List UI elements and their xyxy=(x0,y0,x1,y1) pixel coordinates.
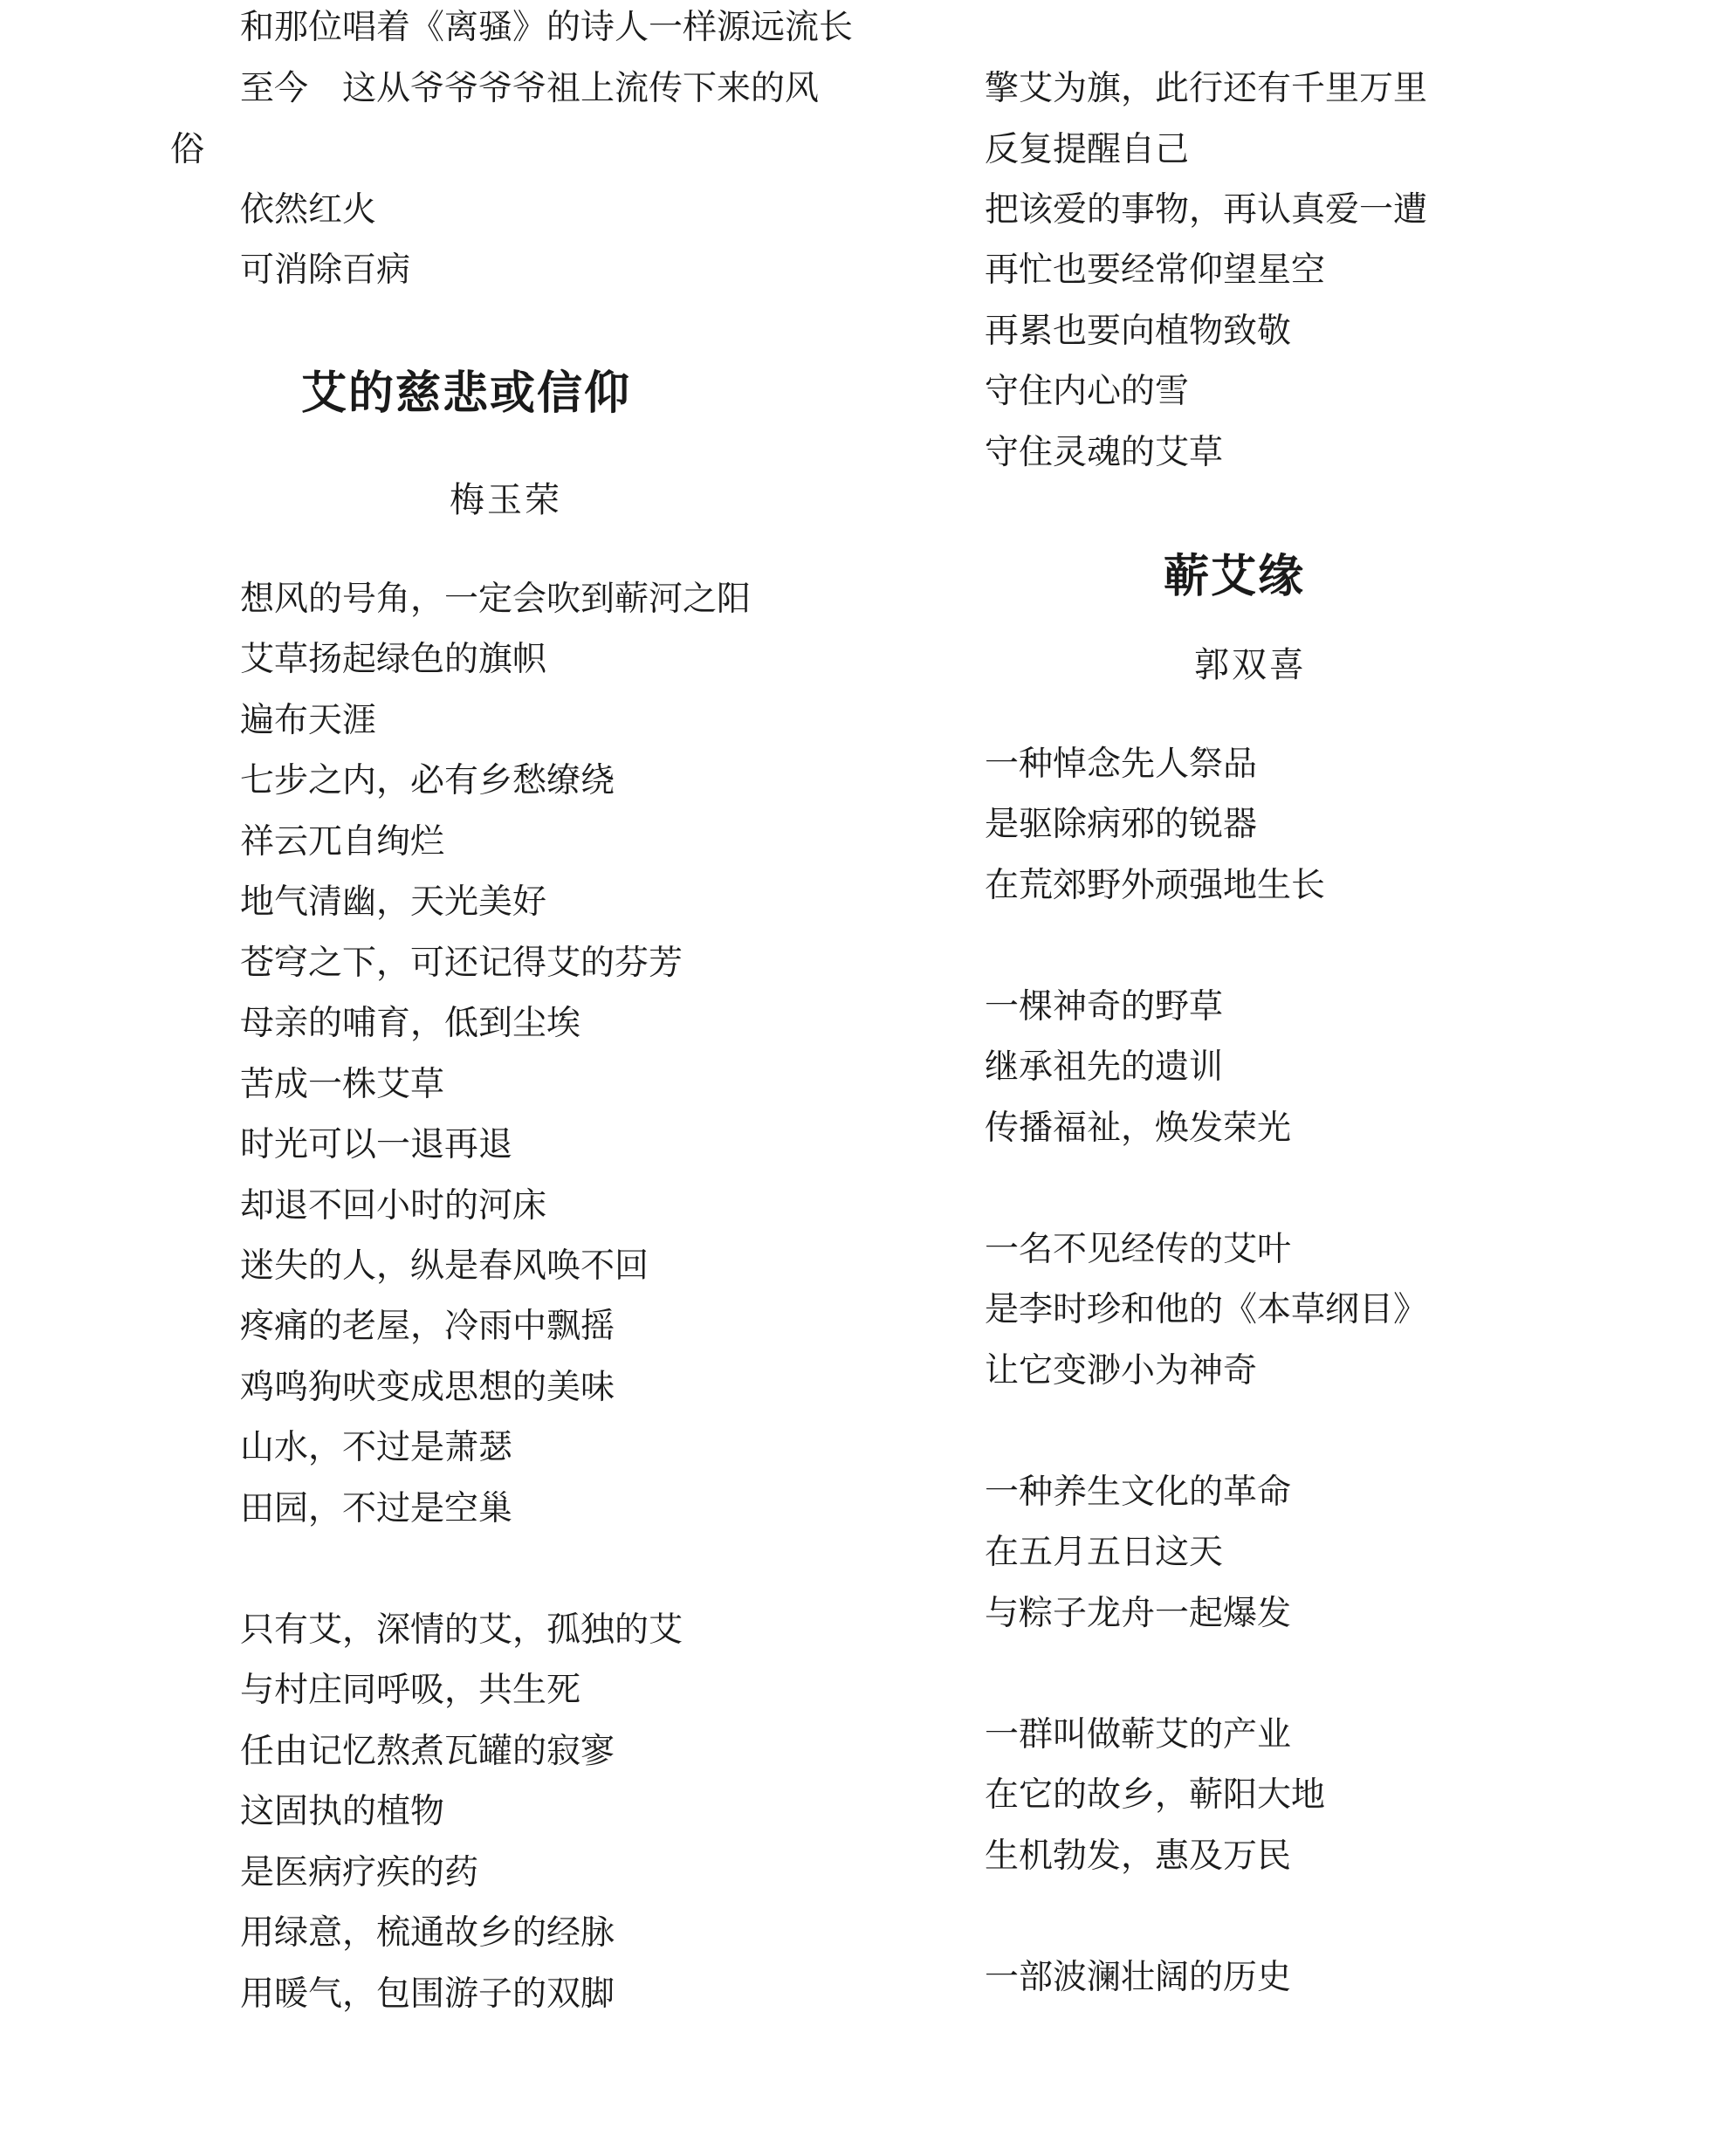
poem-line: 想风的号角，一定会吹到蕲河之阳 xyxy=(240,580,752,619)
poem-line: 反复提醒自己 xyxy=(985,130,1190,169)
poem-line: 这固执的植物 xyxy=(240,1792,445,1831)
poem-line: 至今 这从爷爷爷爷祖上流传下来的风 xyxy=(240,69,820,108)
poem-line: 在荒郊野外顽强地生长 xyxy=(985,866,1326,905)
poem-line: 可消除百病 xyxy=(240,251,411,290)
poem-author: 梅玉荣 xyxy=(450,480,562,520)
poem-line: 与村庄同呼吸，共生死 xyxy=(240,1671,581,1710)
poem-line: 守住内心的雪 xyxy=(985,372,1190,411)
poem-line: 在五月五日这天 xyxy=(985,1533,1224,1572)
poem-line: 一棵神奇的野草 xyxy=(985,987,1224,1027)
poem-line: 是驱除病邪的锐器 xyxy=(985,805,1258,844)
poem-line: 依然红火 xyxy=(240,190,377,230)
poem-line: 用暖气，包围游子的双脚 xyxy=(240,1974,615,2014)
poem-line: 一名不见经传的艾叶 xyxy=(985,1230,1292,1269)
poem-line: 是医病疗疾的药 xyxy=(240,1853,479,1892)
poem-line: 与粽子龙舟一起爆发 xyxy=(985,1594,1292,1633)
poem-line: 迷失的人，纵是春风唤不回 xyxy=(240,1246,649,1286)
poem-line: 和那位唱着《离骚》的诗人一样源远流长 xyxy=(240,8,854,47)
poem-line: 田园，不过是空巢 xyxy=(240,1489,513,1528)
poem-line: 苍穹之下，可还记得艾的芬芳 xyxy=(240,944,683,983)
poem-line: 在它的故乡，蕲阳大地 xyxy=(985,1775,1326,1815)
poem-line: 把该爱的事物，再认真爱一遭 xyxy=(985,190,1428,230)
poem-line: 再累也要向植物致敬 xyxy=(985,312,1292,351)
poem-line: 守住灵魂的艾草 xyxy=(985,433,1224,472)
poem-line: 任由记忆熬煮瓦罐的寂寥 xyxy=(240,1732,615,1771)
poem-line: 一群叫做蕲艾的产业 xyxy=(985,1715,1292,1754)
poem-author: 郭双喜 xyxy=(1194,645,1307,685)
poem-line: 擎艾为旗，此行还有千里万里 xyxy=(985,69,1428,108)
poem-line: 用绿意，梳通故乡的经脉 xyxy=(240,1913,615,1953)
poem-line: 一种悼念先人祭品 xyxy=(985,745,1258,784)
poem-line: 山水，不过是萧瑟 xyxy=(240,1428,513,1467)
poem-line: 再忙也要经常仰望星空 xyxy=(985,251,1326,290)
poem-line: 地气清幽，天光美好 xyxy=(240,882,547,922)
poem-line: 生机勃发，惠及万民 xyxy=(985,1837,1292,1876)
poem-line: 一部波澜壮阔的历史 xyxy=(985,1958,1292,1997)
poem-line: 时光可以一退再退 xyxy=(240,1125,513,1164)
poem-line: 却退不回小时的河床 xyxy=(240,1186,547,1226)
poem-line: 祥云兀自绚烂 xyxy=(240,822,445,862)
poem-line: 一种养生文化的革命 xyxy=(985,1473,1292,1512)
poem-line: 母亲的哺育，低到尘埃 xyxy=(240,1004,581,1043)
poem-title: 艾的慈悲或信仰 xyxy=(301,367,632,420)
poem-line: 遍布天涯 xyxy=(240,701,377,740)
poem-line: 继承祖先的遗训 xyxy=(985,1047,1224,1087)
poem-line: 是李时珍和他的《本草纲目》 xyxy=(985,1290,1428,1329)
poem-line: 只有艾，深情的艾，孤独的艾 xyxy=(240,1610,683,1650)
poem-line: 七步之内，必有乡愁缭绕 xyxy=(240,761,615,800)
poem-line: 苦成一株艾草 xyxy=(240,1065,445,1104)
poem-title: 蕲艾缘 xyxy=(1164,551,1306,603)
poem-line: 疼痛的老屋，冷雨中飘摇 xyxy=(240,1307,615,1346)
poem-line: 鸡鸣狗吠变成思想的美味 xyxy=(240,1368,615,1407)
poem-line: 艾草扬起绿色的旗帜 xyxy=(240,640,547,679)
poem-line: 传播福祉，焕发荣光 xyxy=(985,1109,1292,1148)
poem-line: 俗 xyxy=(170,130,205,169)
poem-line: 让它变渺小为神奇 xyxy=(985,1351,1258,1390)
